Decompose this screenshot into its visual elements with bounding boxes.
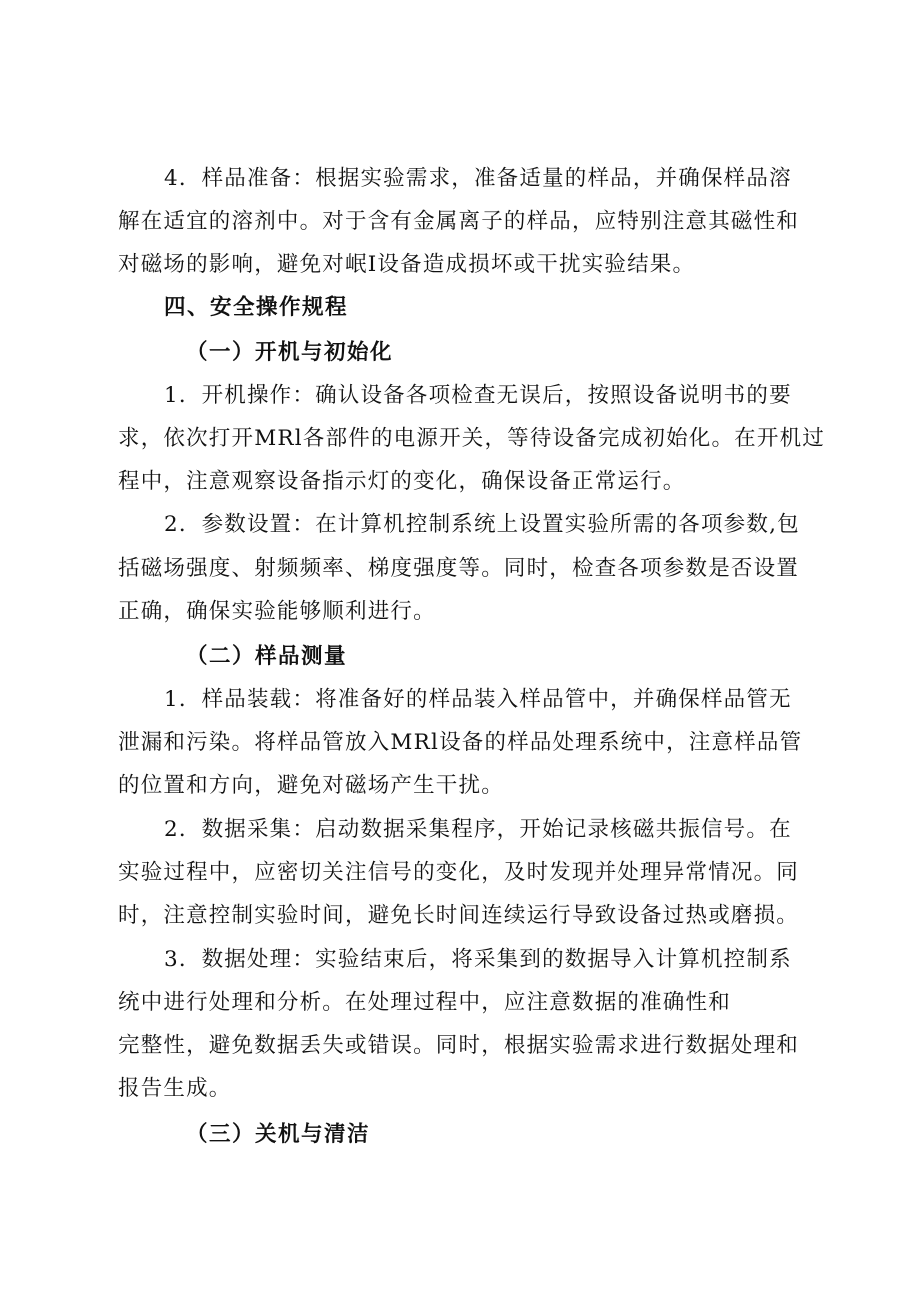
paragraph-loading-line-1: 1．样品装载：将准备好的样品装入样品管中，并确保样品管无 xyxy=(164,687,792,712)
subsection-heading-shutdown: （三）关机与清洁 xyxy=(186,1122,371,1147)
paragraph-sample-prep-line-2: 解在适宜的溶剂中。对于含有金属离子的样品，应特别注意其磁性和 xyxy=(118,209,800,234)
paragraph-acquisition-line-2: 实验过程中，应密切关注信号的变化，及时发现并处理异常情况。同 xyxy=(118,860,800,885)
paragraph-startup-line-1: 1．开机操作：确认设备各项检查无误后，按照设备说明书的要 xyxy=(164,383,792,408)
subsection-heading-measurement: （二）样品测量 xyxy=(186,644,348,669)
paragraph-processing-line-1: 3．数据处理：实验结束后，将采集到的数据导入计算机控制系 xyxy=(164,947,792,972)
paragraph-startup-line-3: 程中，注意观察设备指示灯的变化，确保设备正常运行。 xyxy=(118,469,686,494)
subsection-heading-startup: （一）开机与初始化 xyxy=(186,340,394,365)
paragraph-loading-line-3: 的位置和方向，避免对磁场产生干扰。 xyxy=(118,773,504,798)
paragraph-sample-prep-line-1: 4．样品准备：根据实验需求，准备适量的样品，并确保样品溶 xyxy=(164,166,792,191)
paragraph-processing-line-2: 统中进行处理和分析。在处理过程中，应注意数据的准确性和 xyxy=(118,990,731,1015)
paragraph-acquisition-line-3: 时，注意控制实验时间，避免长时间连续运行导致设备过热或磨损。 xyxy=(118,903,800,928)
paragraph-params-line-1: 2．参数设置：在计算机控制系统上设置实验所需的各项参数,包 xyxy=(164,512,800,537)
paragraph-sample-prep-line-3: 对磁场的影响，避免对岷I设备造成损坏或干扰实验结果。 xyxy=(118,252,696,277)
paragraph-startup-line-2: 求，依次打开MRl各部件的电源开关，等待设备完成初始化。在开机过 xyxy=(118,426,825,451)
paragraph-processing-line-3: 完整性，避免数据丢失或错误。同时，根据实验需求进行数据处理和 xyxy=(118,1033,800,1058)
section-heading-safety: 四、安全操作规程 xyxy=(164,295,349,320)
paragraph-params-line-2: 括磁场强度、射频频率、梯度强度等。同时，检查各项参数是否设置 xyxy=(118,556,800,581)
paragraph-processing-line-4: 报告生成。 xyxy=(118,1076,232,1101)
paragraph-acquisition-line-1: 2．数据采集：启动数据采集程序，开始记录核磁共振信号。在 xyxy=(164,817,792,842)
paragraph-loading-line-2: 泄漏和污染。将样品管放入MRl设备的样品处理系统中，注意样品管 xyxy=(118,730,803,755)
paragraph-params-line-3: 正确，确保实验能够顺利进行。 xyxy=(118,599,436,624)
